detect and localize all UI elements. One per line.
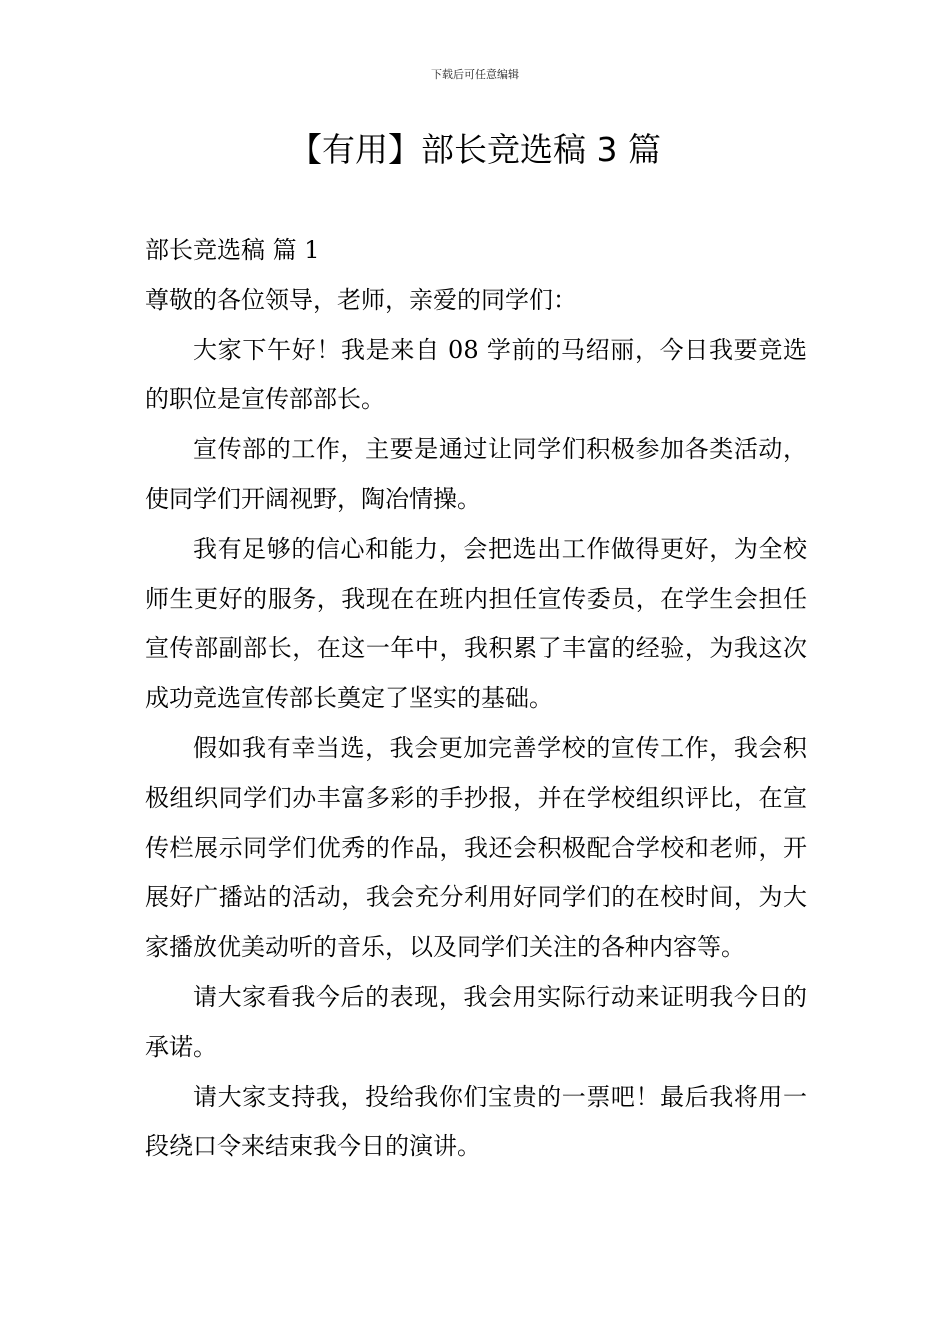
paragraph-6: 请大家支持我，投给我你们宝贵的一票吧！最后我将用一段绕口令来结束我今日的演讲。 — [145, 1082, 807, 1161]
paragraph-1: 大家下午好！我是来自 08 学前的马绍丽，今日我要竞选的职位是宣传部部长。 — [145, 335, 807, 414]
section-heading: 部长竞选稿 篇 1 — [145, 236, 320, 264]
paragraph-3: 我有足够的信心和能力，会把选出工作做得更好，为全校师生更好的服务，我现在在班内担任宣传委员，在学生会担任宣传部副部长，在这一年中，我积累了丰富的经验，为我这次成功竞选宣传部长奠定了坚实的基础。 — [145, 534, 807, 713]
paragraph-2: 宣传部的工作，主要是通过让同学们积极参加各类活动，使同学们开阔视野，陶冶情操。 — [145, 435, 807, 513]
document-title: 【有用】部长竞选稿 3 篇 — [289, 130, 661, 169]
document-body — [145, 226, 807, 1172]
salutation: 尊敬的各位领导，老师，亲爱的同学们： — [145, 285, 577, 314]
paragraph-5: 请大家看我今后的表现，我会用实际行动来证明我今日的承诺。 — [145, 982, 807, 1061]
header-note: 下载后可任意编辑 — [431, 68, 519, 81]
paragraph-4: 假如我有幸当选，我会更加完善学校的宣传工作，我会积极组织同学们办丰富多彩的手抄报，并在学校组织评比，在宣传栏展示同学们优秀的作品，我还会积极配合学校和老师，开展好广播站的活动，我会充分利用好同学们的在校时间，为大家播放优美动听的音乐，以及同学们关注的各种内容等。 — [145, 733, 807, 962]
